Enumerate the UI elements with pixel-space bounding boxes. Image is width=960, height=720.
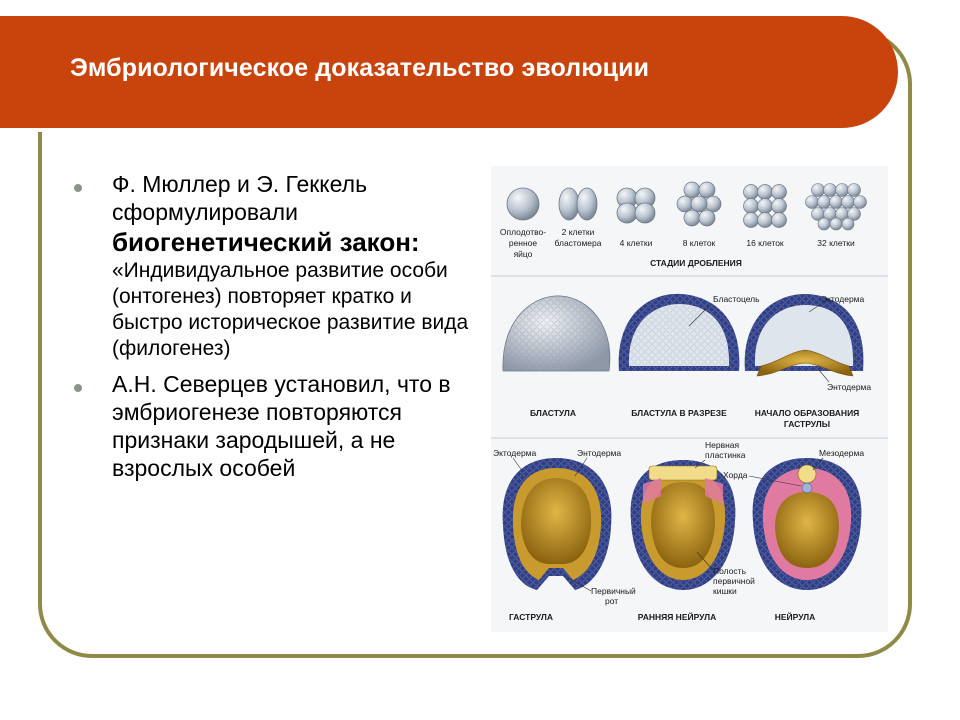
neurula-section (753, 458, 862, 590)
stage-label-thirty-two-cell: 32 клетки (817, 238, 855, 248)
sixteen-cell-stage (744, 185, 787, 228)
caption-blastula-section: БЛАСТУЛА В РАЗРЕЗЕ (631, 408, 727, 418)
stage-label-four-cell: 4 клетки (619, 238, 653, 248)
label-neural-plate: Нервная (705, 440, 740, 450)
label-neural-plate-2: пластинка (705, 450, 746, 460)
caption-blastula: БЛАСТУЛА (530, 408, 576, 418)
neural-plate-shape (649, 466, 717, 480)
stage-label-zygote: Оплодотво- (499, 227, 547, 237)
neural-tube-shape (798, 465, 816, 483)
stage-label-sixteen-cell: 16 клеток (746, 238, 784, 248)
bullet-item-severtsov (74, 370, 474, 482)
bullet-bold-term: биогенетический закон: (112, 227, 420, 257)
bullet-quote: «Индивидуальное развитие особи (онтогенез) повторяет кратко и быстро историческое развитие вида (филогенез) (112, 259, 469, 360)
label-gut-cavity-2: первичной (713, 576, 755, 586)
header-underline (0, 128, 850, 132)
label-gut-cavity-3: кишки (713, 586, 737, 596)
label-endoderm-bottom: Энтодерма (577, 448, 622, 458)
bullet-dot-icon (74, 184, 82, 192)
cleavage-caption: СТАДИИ ДРОБЛЕНИЯ (650, 258, 742, 268)
caption-gastrula: ГАСТРУЛА (509, 612, 553, 622)
stage-label-two-cell: 2 клетки (561, 227, 595, 237)
embryo-diagram (491, 166, 888, 632)
label-endoderm-top: Энтодерма (827, 382, 872, 392)
label-chord: Хорда (723, 470, 748, 480)
bullet-dot-icon (74, 384, 82, 392)
bullet-text: Ф. Мюллер и Э. Геккель сформулировали (112, 171, 368, 225)
neurula-row (493, 440, 864, 622)
two-cell-stage (559, 188, 597, 220)
slide-title: Эмбриологическое доказательство эволюции (70, 54, 650, 82)
label-ectoderm-top: Эктодерма (821, 294, 865, 304)
blastula-row (491, 294, 888, 438)
thirty-two-cell-stage (806, 184, 867, 231)
caption-gastrulation-2: ГАСТРУЛЫ (783, 419, 831, 429)
stage-label-zygote-2: ренное (508, 238, 538, 248)
blastula-section (619, 294, 740, 371)
gastrula-section (503, 458, 612, 590)
label-gut-cavity: Полость (713, 566, 747, 576)
label-primary-mouth: Первичный (591, 586, 636, 596)
bullet-list (74, 170, 474, 482)
zygote-cell (507, 188, 539, 220)
stage-label-eight-cell: 8 клеток (682, 238, 716, 248)
caption-gastrulation: НАЧАЛО ОБРАЗОВАНИЯ (754, 408, 860, 418)
caption-neurula: НЕЙРУЛА (774, 612, 816, 622)
eight-cell-stage (677, 182, 721, 226)
label-primary-mouth-2: рот (605, 596, 619, 606)
bullet-text: А.Н. Северцев установил, что в эмбриогенезе повторяются признаки зародышей, а не взрослых особей (112, 371, 451, 481)
stage-label-zygote-3: яйцо (513, 249, 533, 259)
stage-label-two-cell-2: бластомера (554, 238, 602, 248)
label-ectoderm-bottom: Эктодерма (493, 448, 537, 458)
cleavage-row (491, 182, 888, 276)
embryo-figure (491, 166, 888, 632)
chord-shape (802, 483, 812, 493)
label-mesoderm: Мезодерма (819, 448, 865, 458)
gastrulation-start (745, 294, 864, 376)
bullet-item-haeckel (74, 170, 474, 362)
label-blastocoel: Бластоцель (713, 294, 760, 304)
caption-early-neurula: РАННЯЯ НЕЙРУЛА (637, 612, 717, 622)
four-cell-stage (617, 188, 655, 223)
